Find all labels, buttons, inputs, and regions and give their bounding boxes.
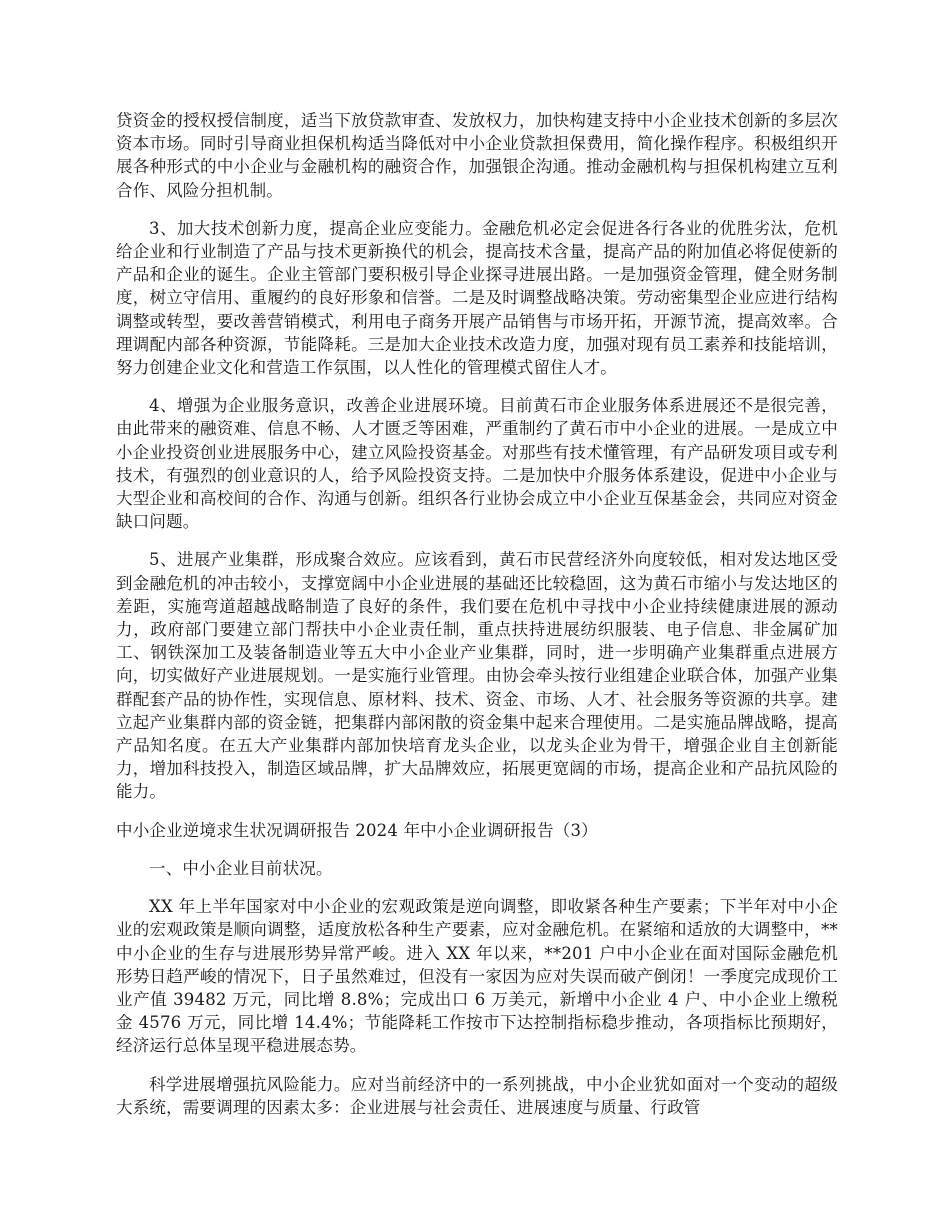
paragraph-service-awareness: 4、增强为企业服务意识，改善企业进展环境。目前黄石市企业服务体系进展还不是很完善，由此带来的融资难、信息不畅、人才匮乏等困难，严重制约了黄石市中小企业的进展。一是成立中小企业投资创业进展服务中心，建立风险投资基金。对那些有技术懂管理，有产品研发项目或专利技术，有强烈的创业意识的人，给予风险投资支持。二是加快中介服务体系建设，促进中小企业与大型企业和高校间的合作、沟通与创新。组织各行业协会成立中小企业互保基金会，共同应对资金缺口问题。: [116, 396, 838, 532]
paragraph-tech-innovation: 3、加大技术创新力度，提高企业应变能力。金融危机必定会促进各行各业的优胜劣汰，危机给企业和行业制造了产品与技术更新换代的机会，提高技术含量，提高产品的附加值必将促使新的产品和企业的诞生。企业主管部门要积极引导企业探寻进展出路。一是加强资金管理，健全财务制度，树立守信用、重履约的良好形象和信誉。二是及时调整战略决策。劳动密集型企业应进行结构调整或转型，要改善营销模式，利用电子商务开展产品销售与市场开拓，开源节流，提高效率。合理调配内部各种资源，节能降耗。三是加大企业技术改造力度，加强对现有员工素养和技能培训，努力创建企业文化和营造工作氛围，以人性化的管理模式留住人才。: [116, 218, 838, 378]
paragraph-macro-policy: XX 年上半年国家对中小企业的宏观政策是逆向调整，即收紧各种生产要素；下半年对中小企业的宏观政策是顺向调整，适度放松各种生产要素，应对金融危机。在紧缩和适放的大调整中，**中小企业的生存与进展形势异常严峻。进入 XX 年以来，**201 户中小企业在面对国际金融危机形势日趋严峻的情况下，日子虽然难过，但没有一家因为应对失误而破产倒闭！一季度完成现价工业产值 39482 万元，同比增 8.8%；完成出口 6 万美元，新增中小企业 4 户、中小企业上缴税金 4576 万元，同比增 14.4%；节能降耗工作按市下达控制指标稳步推动，各项指标比预期好，经济运行总体呈现平稳进展态势。: [116, 897, 838, 1056]
paragraph-industrial-cluster: 5、进展产业集群，形成聚合效应。应该看到，黄石市民营经济外向度较低，相对发达地区受到金融危机的冲击较小，支撑宽阔中小企业进展的基础还比较稳固，这为黄石市缩小与发达地区的差距，实施弯道超越战略制造了良好的条件，我们要在危机中寻找中小企业持续健康进展的源动力，政府部门要建立部门帮扶中小企业责任制，重点扶持进展纺织服装、电子信息、非金属矿加工、钢铁深加工及装备制造业等五大中小企业产业集群，同时，进一步明确产业集群重点进展方向，切实做好产业进展规划。一是实施行业管理。由协会牵头按行业组建企业联合体，加强产业集群配套产品的协作性，实现信息、原材料、技术、资金、市场、人才、社会服务等资源的共享。建立起产业集群内部的资金链，把集群内部闲散的资金集中起来合理使用。二是实施品牌战略，提高产品知名度。在五大产业集群内部加快培育龙头企业，以龙头企业为骨干，增强企业自主创新能力，增加科技投入，制造区域品牌，扩大品牌效应，拓展更宽阔的市场，提高企业和产品抗风险的能力。: [116, 550, 838, 802]
paragraph-loan-authorization: 贷资金的授权授信制度，适当下放贷款审查、发放权力，加快构建支持中小企业技术创新的多层次资本市场。同时引导商业担保机构适当降低对中小企业贷款担保费用，简化操作程序。积极组织开展各种形式的中小企业与金融机构的融资合作，加强银企沟通。推动金融机构与担保机构建立互利合作、风险分担机制。: [116, 111, 838, 200]
paragraph-risk-resistance: 科学进展增强抗风险能力。应对当前经济中的一系列挑战，中小企业犹如面对一个变动的超级大系统，需要调理的因素太多：企业进展与社会责任、进展速度与质量、行政管: [116, 1074, 838, 1117]
section-heading-current-status: 一、中小企业目前状况。: [149, 858, 333, 878]
document-body: [116, 109, 838, 1134]
report-title-line: 中小企业逆境求生状况调研报告 2024 年中小企业调研报告（3）: [116, 820, 598, 840]
